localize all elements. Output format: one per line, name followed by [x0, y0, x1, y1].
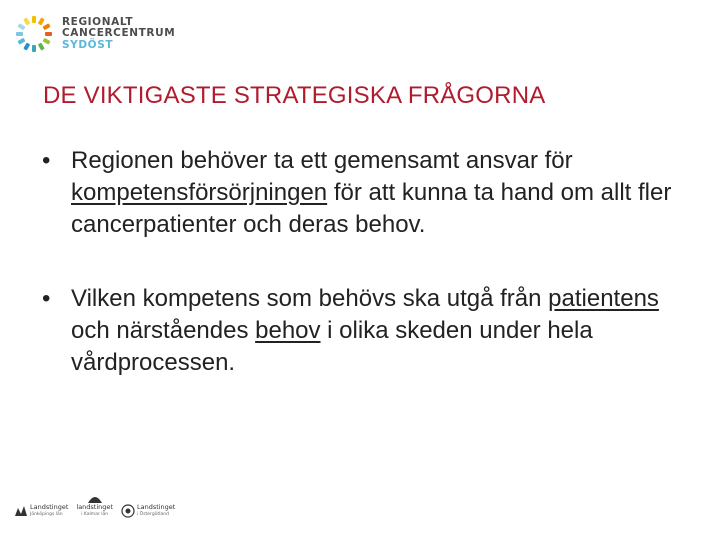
logo-line-1: REGIONALT: [62, 15, 134, 28]
slide-title: DE VIKTIGASTE STRATEGISKA FRÅGORNA: [43, 82, 546, 109]
bullet-item-1: [42, 145, 702, 241]
footer-logo-2-sub: i Kalmar län: [81, 512, 109, 517]
rcc-logo: [14, 14, 175, 54]
landstinget-ostergotland-icon: [121, 504, 135, 518]
bullet-2-text-c: och närståendes: [71, 317, 256, 344]
bullet-2-text-e: i olika skeden under hela vårdprocessen.: [71, 317, 593, 376]
bullet-item-2: [42, 283, 702, 379]
bullet-2-underlined-term-1: patientens: [548, 285, 659, 312]
logo-line-3: SYDÖST: [62, 38, 114, 51]
bullet-marker: •: [42, 147, 51, 174]
logo-line-2: CANCERCENTRUM: [62, 27, 176, 40]
footer-logo-3-sub: i Östergötland: [136, 512, 169, 517]
bullet-1-text-c: för att kunna ta hand om allt fler cancerpatienter och deras behov.: [71, 179, 672, 238]
footer-logo-jonkoping: [14, 504, 68, 518]
rcc-sunburst-icon: [14, 14, 54, 54]
footer-logo-3-name: Landstinget: [136, 503, 176, 511]
rcc-logo-text: [62, 17, 175, 52]
bullet-1-text-a: Regionen behöver ta ett gemensamt ansvar för: [71, 147, 573, 174]
bullet-2-underlined-term-2: behov: [255, 317, 321, 344]
bullet-list: [42, 145, 702, 421]
footer-logo-ostergotland: [121, 504, 175, 518]
landstinget-jonkoping-icon: [14, 504, 28, 518]
footer-logos: [14, 494, 175, 518]
footer-logo-2-name: landstinget: [76, 503, 113, 511]
bullet-marker: •: [42, 285, 51, 312]
bullet-2-text-a: Vilken kompetens som behövs ska utgå från: [71, 285, 549, 312]
bullet-1-underlined-term: kompetensförsörjningen: [71, 179, 328, 206]
footer-logo-1-sub: Jönköpings län: [30, 512, 63, 517]
footer-logo-kalmar: [76, 494, 113, 518]
footer-logo-1-name: Landstinget: [30, 503, 69, 511]
